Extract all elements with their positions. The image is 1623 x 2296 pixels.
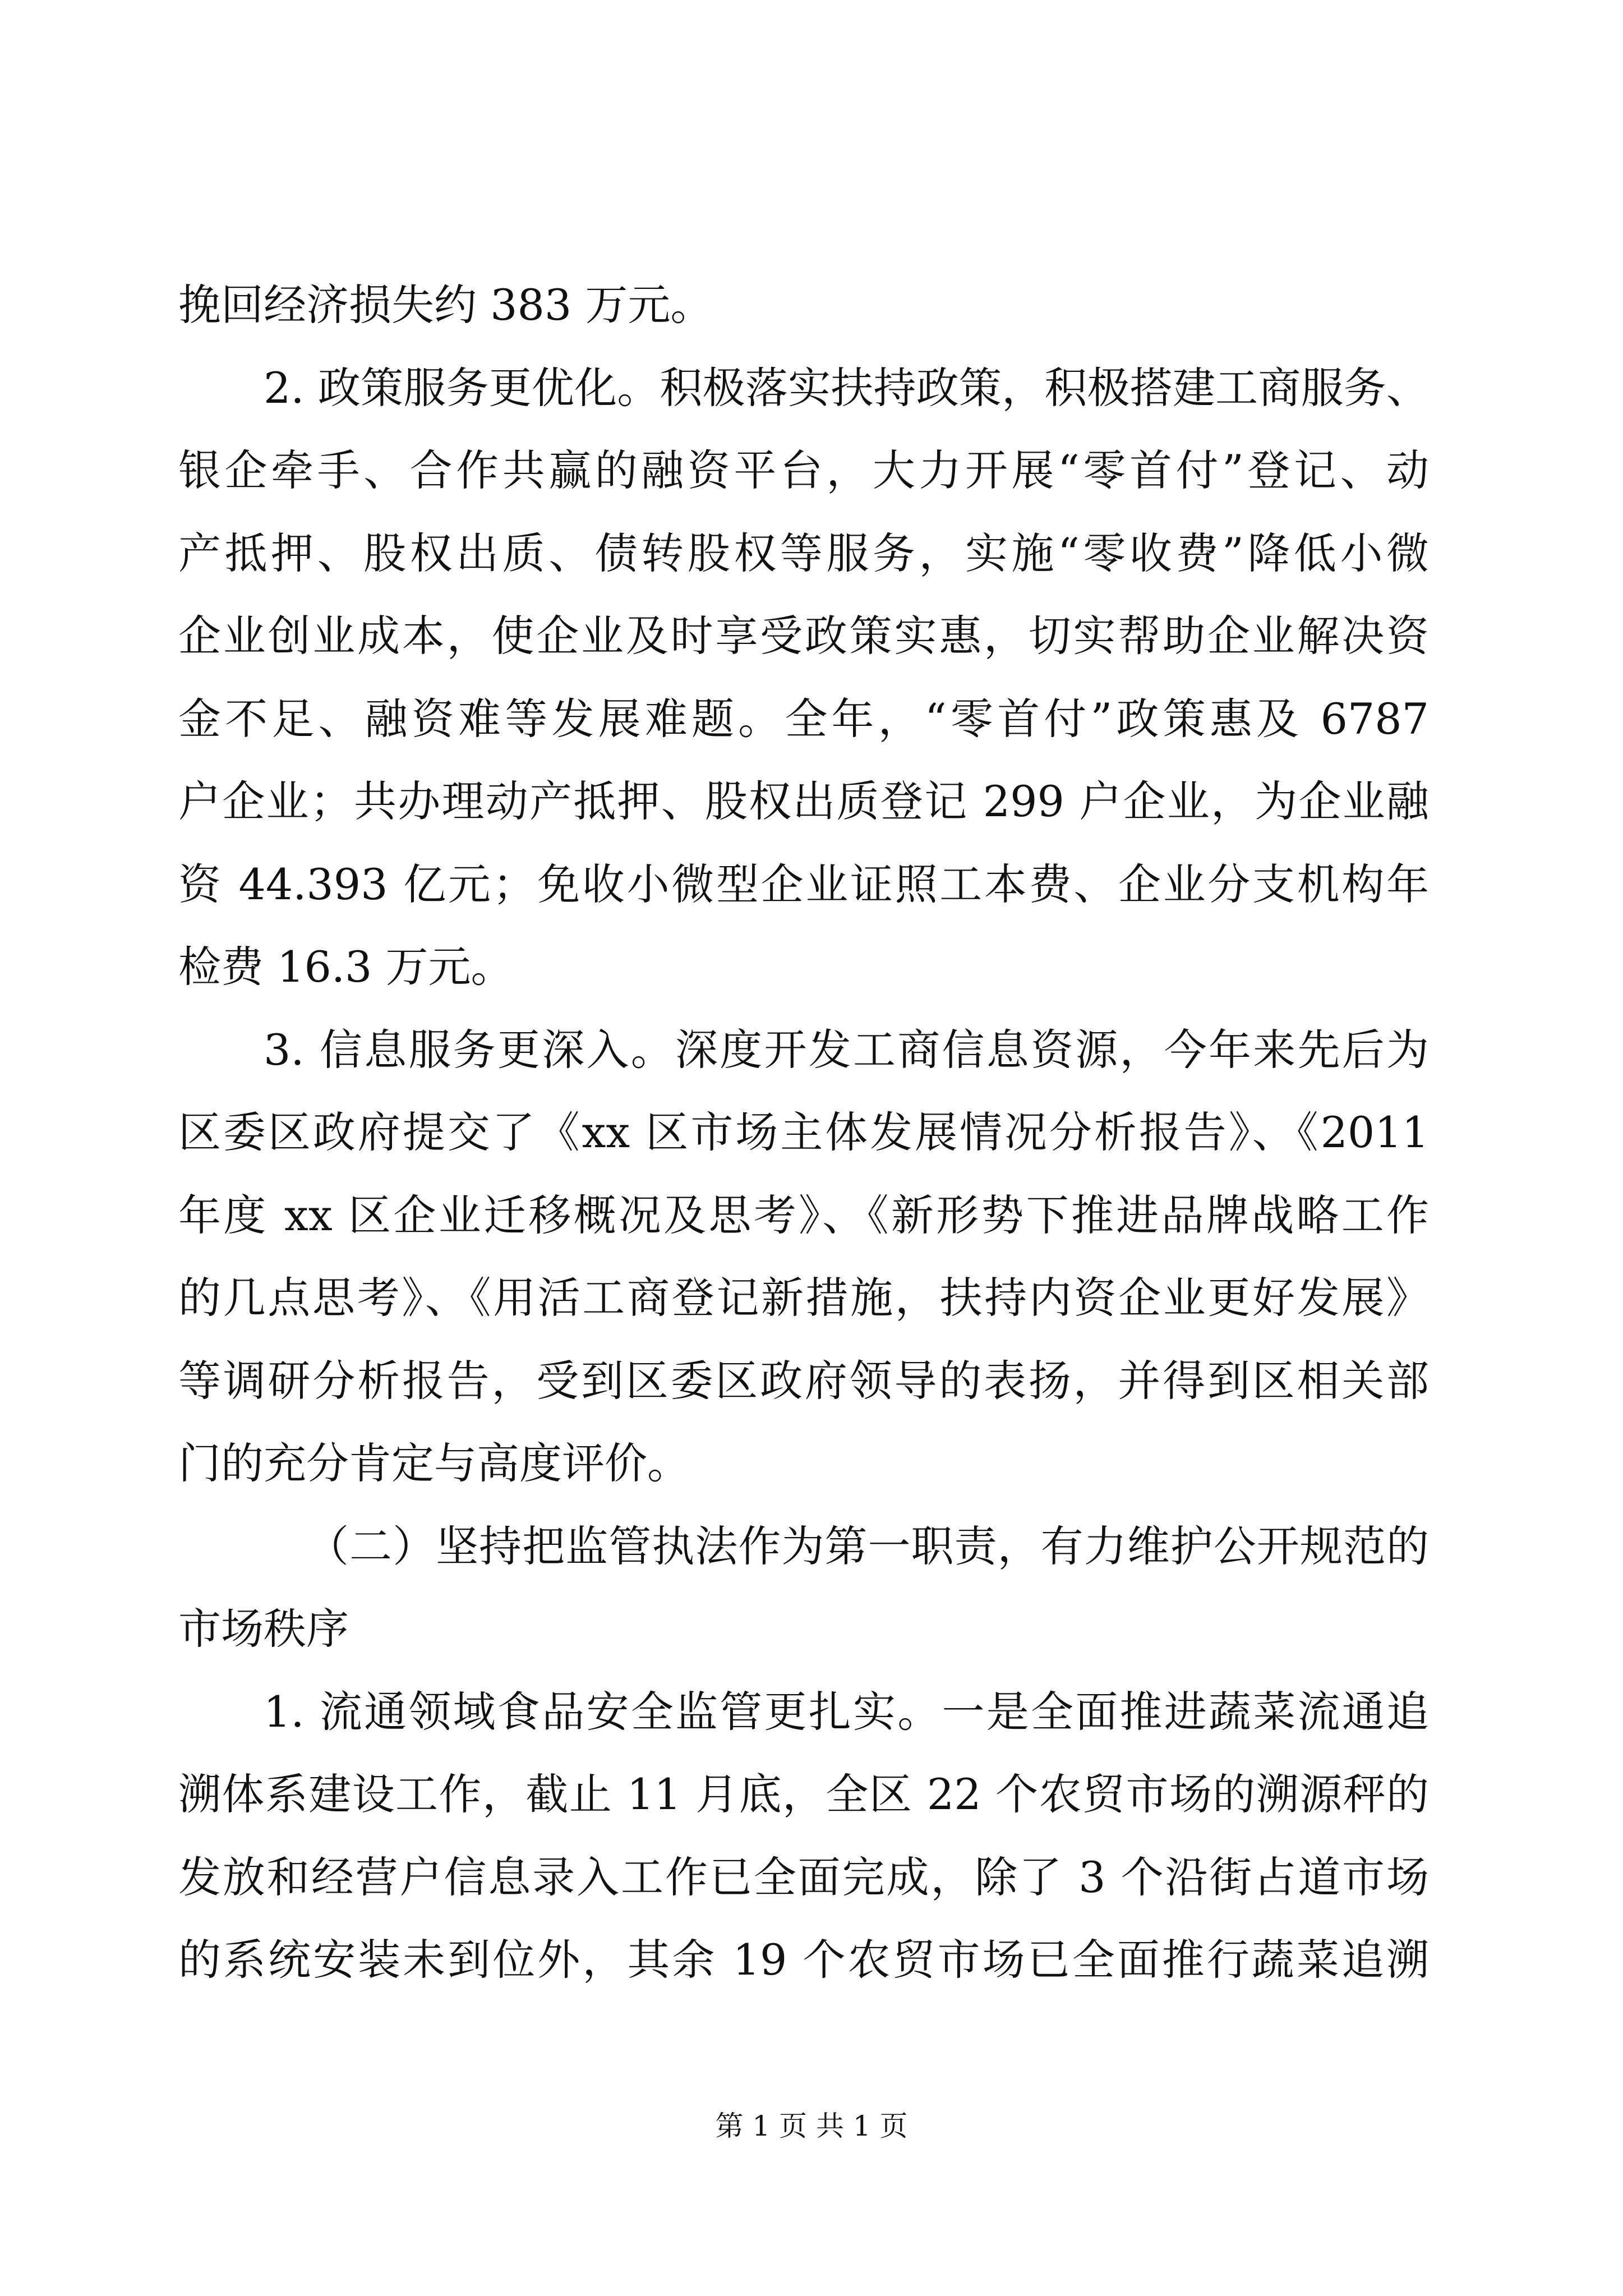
text-line: 的系统安装未到位外，其余 19 个农贸市场已全面推行蔬菜追溯 [178,1935,1429,1985]
text-line: 区委区政府提交了《xx 区市场主体发展情况分析报告》、《2011 [178,1107,1429,1157]
text-line: 门的充分肯定与高度评价。 [178,1438,690,1488]
text-line: 2. 政策服务更优化。积极落实扶持政策，积极搭建工商服务、 [264,362,1429,413]
text-line: 检费 16.3 万元。 [178,942,514,992]
text-line: 产抵押、股权出质、债转股权等服务，实施“零收费”降低小微 [178,528,1429,578]
text-line: 发放和经营户信息录入工作已全面完成，除了 3 个沿街占道市场 [178,1852,1429,1902]
text-line: 资 44.393 亿元；免收小微型企业证照工本费、企业分支机构年 [178,859,1429,909]
text-line: 等调研分析报告，受到区委区政府领导的表扬，并得到区相关部 [178,1355,1429,1406]
text-line: 溯体系建设工作，截止 11 月底，全区 22 个农贸市场的溯源秤的 [178,1769,1429,1819]
text-line: 银企牵手、合作共赢的融资平台，大力开展“零首付”登记、动 [178,445,1429,495]
text-line: 1. 流通领域食品安全监管更扎实。一是全面推进蔬菜流通追 [264,1686,1429,1737]
text-line: 的几点思考》、《用活工商登记新措施，扶持内资企业更好发展》 [178,1273,1429,1323]
text-line: 挽回经济损失约 383 万元。 [178,280,713,330]
page-number-footer: 第 1 页 共 1 页 [715,2110,908,2142]
section-heading: 市场秩序 [178,1604,349,1654]
text-line: 企业创业成本，使企业及时享受政策实惠，切实帮助企业解决资 [178,611,1429,661]
text-line: 年度 xx 区企业迁移概况及思考》、《新形势下推进品牌战略工作 [178,1190,1429,1240]
document-body [178,264,1429,2001]
text-line: 户企业；共办理动产抵押、股权出质登记 299 户企业，为企业融 [178,776,1429,826]
section-heading: （二）坚持把监管执法作为第一职责，有力维护公开规范的 [306,1521,1429,1571]
text-line: 3. 信息服务更深入。深度开发工商信息资源，今年来先后为 [264,1024,1429,1075]
text-line: 金不足、融资难等发展难题。全年，“零首付”政策惠及 6787 [178,693,1429,744]
